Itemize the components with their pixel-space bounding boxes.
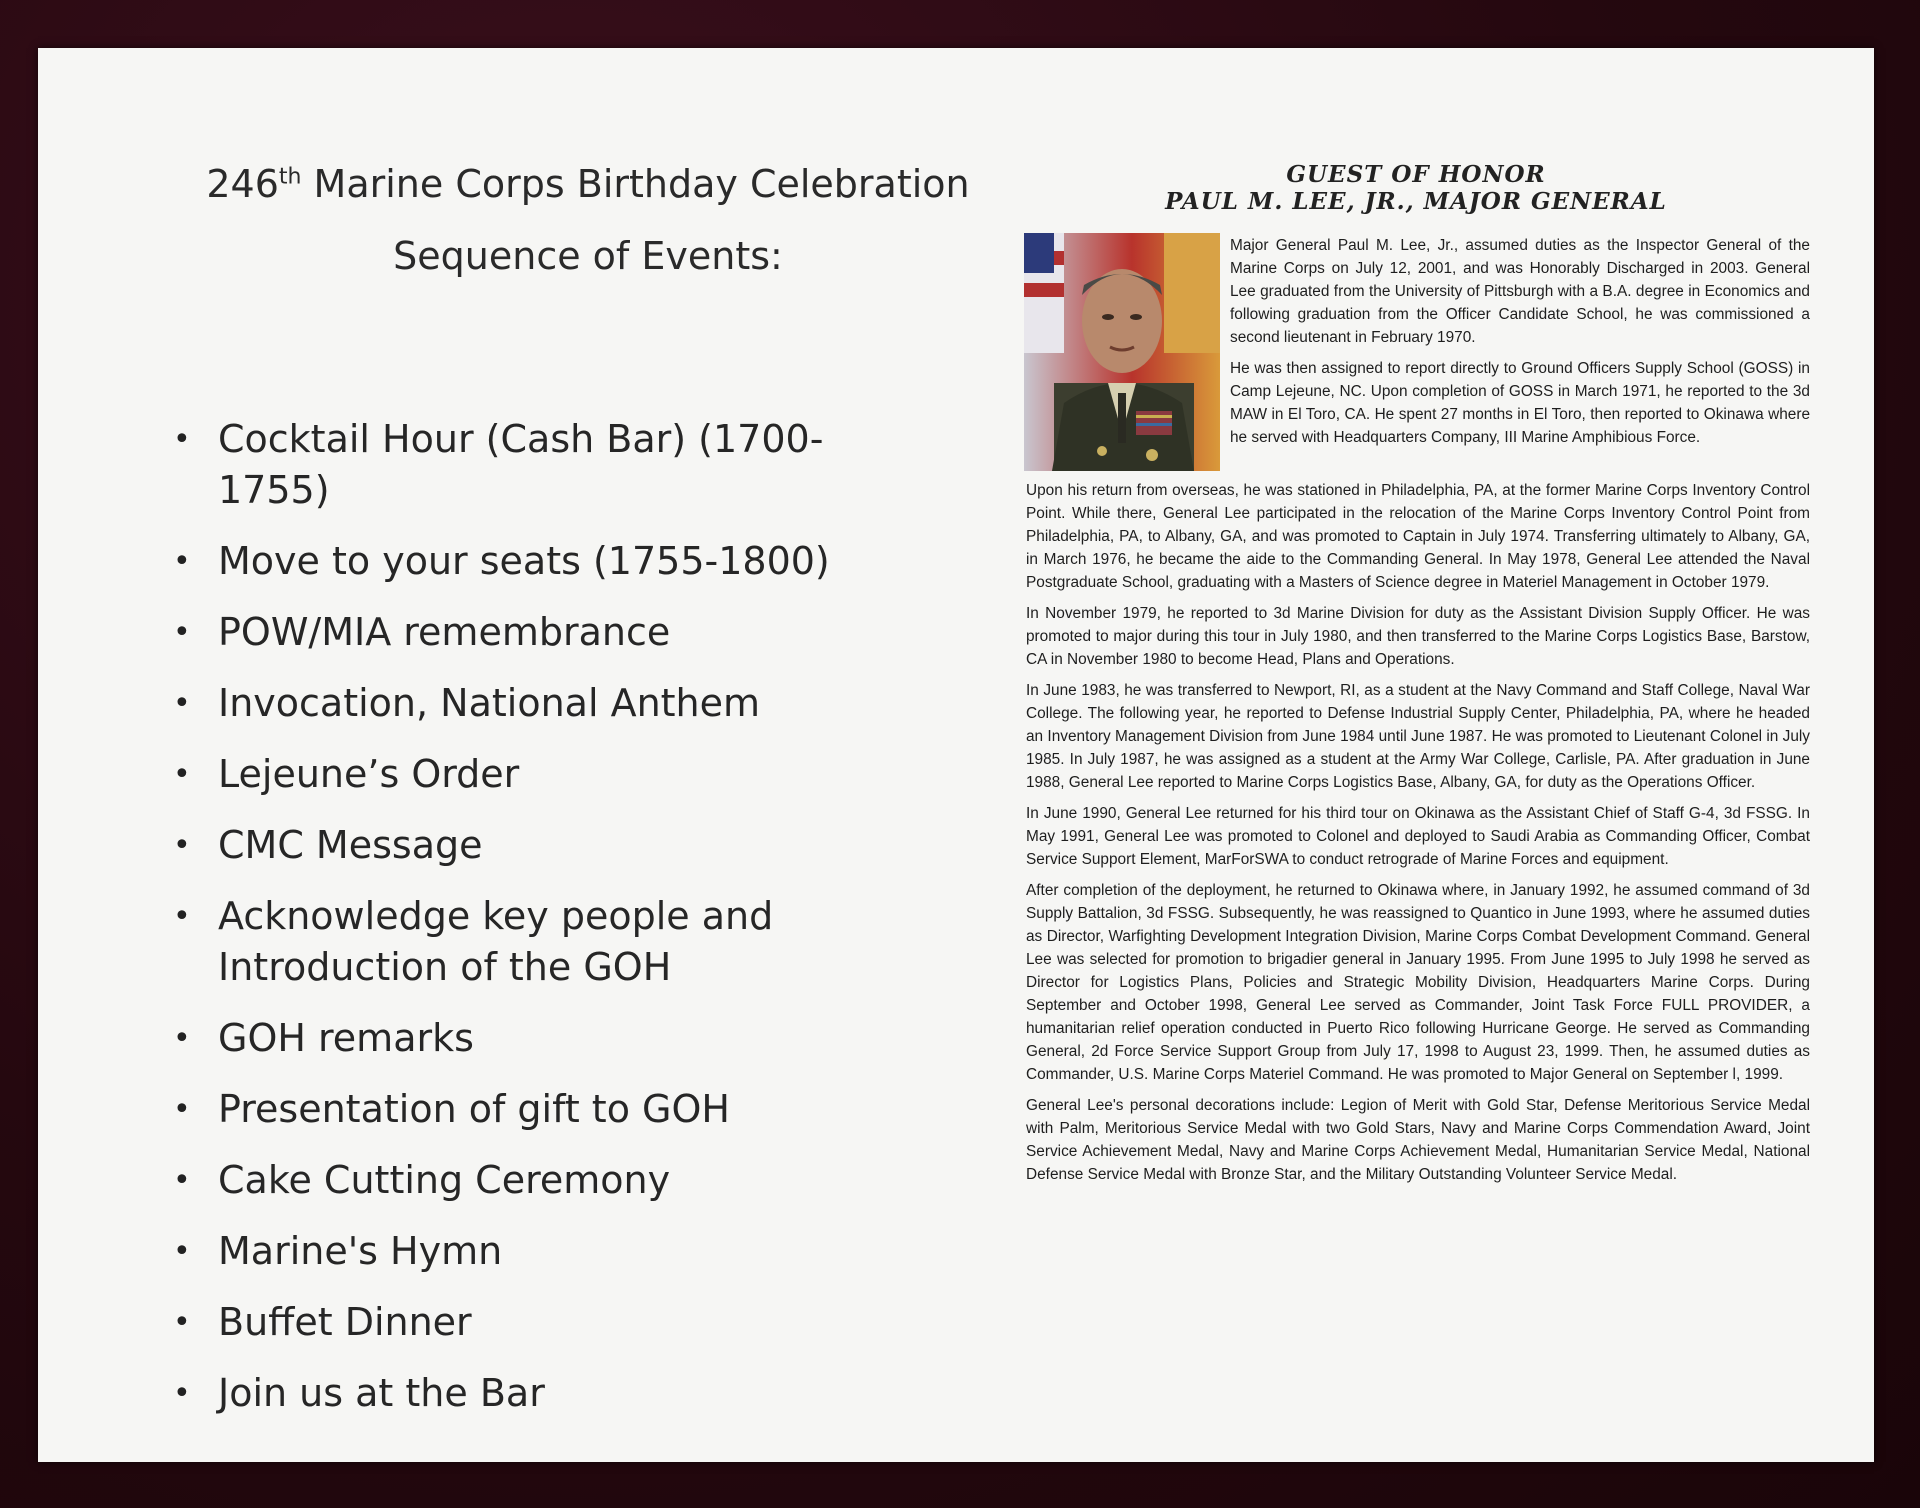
- list-item: • GOH remarks: [173, 1013, 913, 1064]
- bio-paragraph: In November 1979, he reported to 3d Marine Division for duty as the Assistant Division Supply Officer. He was promoted to major during this tour in July 1980, and then transferred to the Marine Corps Logistics Base, Barstow, CA in November 1980 to become Head, Plans and Operations.: [1026, 605, 1810, 668]
- list-item: • Lejeune’s Order: [173, 749, 913, 800]
- guest-of-honor-panel: [986, 48, 1846, 1462]
- bio-body: [1026, 479, 1810, 1194]
- bio-intro: [1230, 234, 1810, 457]
- bio-paragraph: He was then assigned to report directly to Ground Officers Supply School (GOSS) in Camp Lejeune, NC. Upon completion of GOSS in March 1971, he reported to the 3d MAW in El Toro, CA. He spent 27 months in El Toro, then reported to Okinawa where he served with Headquarters Company, III Marine Amphibious Force.: [1230, 360, 1810, 446]
- bio-paragraph: In June 1990, General Lee returned for his third tour on Okinawa as the Assistant Chief of Staff G-4, 3d FSSG. In May 1991, General Lee was promoted to Colonel and deployed to Saudi Arabia as Commanding Officer, Combat Service Support Element, MarForSWA to conduct retrograde of Marine Forces and equipment.: [1026, 805, 1810, 868]
- events-list: [173, 414, 913, 1439]
- goh-name: PAUL M. LEE, JR., MAJOR GENERAL: [1165, 188, 1667, 215]
- bio-paragraph: General Lee's personal decorations include: Legion of Merit with Gold Star, Defense Meritorious Service Medal with Palm, Meritorious Service Medal with two Gold Stars, Navy and Marine Corps Commendation Award, Joint Service Achievement Medal, Navy and Marine Corps Achievement Medal, Humanitarian Service Medal, National Defense Service Medal with Bronze Star, and the Military Outstanding Volunteer Service Medal.: [1026, 1097, 1810, 1183]
- title-text: Marine Corps Birthday Celebration: [301, 162, 970, 206]
- bio-paragraph: Upon his return from overseas, he was stationed in Philadelphia, PA, at the former Marine Corps Inventory Control Point. While there, General Lee participated in the relocation of the Marine Corps Inventory Control Point from Philadelphia, PA, to Albany, GA, and was promoted to Captain in July 1974. Transferring ultimately to Albany, GA, in March 1976, he became the aide to the Commanding General. In May 1978, General Lee attended the Naval Postgraduate School, graduating with a Masters of Science degree in Materiel Management in October 1979.: [1026, 482, 1810, 591]
- list-item: • Buffet Dinner: [173, 1297, 913, 1348]
- event-title: [38, 162, 1138, 206]
- list-item: • Cake Cutting Ceremony: [173, 1155, 913, 1206]
- bio-paragraph: After completion of the deployment, he returned to Okinawa where, in January 1992, he assumed command of 3d Supply Battalion, 3d FSSG. Subsequently, he was reassigned to Quantico in June 1993, where he assumed duties as Director, Warfighting Development Integration Division, Marine Corps Combat Development Command. General Lee was selected for promotion to brigadier general in January 1995. From June 1995 to July 1998 he served as Director for Logistics Plans, Policies and Strategic Mobility Division, Headquarters Marine Corps. During September and October 1998, General Lee served as Commander, Joint Task Force FULL PROVIDER, a humanitarian relief operation conducted in Puerto Rico following Hurricane George. He served as Commanding General, 2d Force Service Support Group from July 17, 1998 to August 23, 1999. Then, he assumed duties as Commander, U.S. Marine Corps Materiel Command. He was promoted to Major General on September l, 1999.: [1026, 882, 1810, 1083]
- list-item: • Acknowledge key people and Introduction of the GOH: [173, 891, 913, 993]
- goh-heading: GUEST OF HONOR: [1286, 161, 1546, 188]
- list-item: • Cocktail Hour (Cash Bar) (1700-1755): [173, 414, 913, 516]
- general-portrait-photo: [1024, 233, 1220, 471]
- list-item: • CMC Message: [173, 820, 913, 871]
- sequence-of-events-panel: [38, 48, 970, 1462]
- sequence-subtitle: Sequence of Events:: [393, 234, 783, 278]
- list-item: • Marine's Hymn: [173, 1226, 913, 1277]
- title-number: 246: [206, 162, 279, 206]
- portrait-image: [1024, 233, 1220, 471]
- list-item: • POW/MIA remembrance: [173, 607, 913, 658]
- title-ordinal-suffix: th: [278, 164, 302, 190]
- program-sheet: [38, 48, 1874, 1462]
- list-item: • Invocation, National Anthem: [173, 678, 913, 729]
- bio-paragraph: In June 1983, he was transferred to Newport, RI, as a student at the Navy Command and Staff College, Naval War College. The following year, he reported to Defense Industrial Supply Center, Philadelphia, PA, where he headed an Inventory Management Division from June 1984 until June 1987. He was promoted to Lieutenant Colonel in July 1985. In July 1987, he was assigned as a student at the Army War College, Carlisle, PA. After graduation in June 1988, General Lee reported to Marine Corps Logistics Base, Albany, GA, for duty as the Operations Officer.: [1026, 682, 1810, 791]
- bio-paragraph: Major General Paul M. Lee, Jr., assumed duties as the Inspector General of the Marine Corps on July 12, 2001, and was Honorably Discharged in 2003. General Lee graduated from the University of Pittsburgh with a B.A. degree in Economics and following graduation from the Officer Candidate School, he was commissioned a second lieutenant in February 1970.: [1230, 237, 1810, 346]
- list-item: • Join us at the Bar: [173, 1368, 913, 1419]
- list-item: • Move to your seats (1755-1800): [173, 536, 913, 587]
- list-item: • Presentation of gift to GOH: [173, 1084, 913, 1135]
